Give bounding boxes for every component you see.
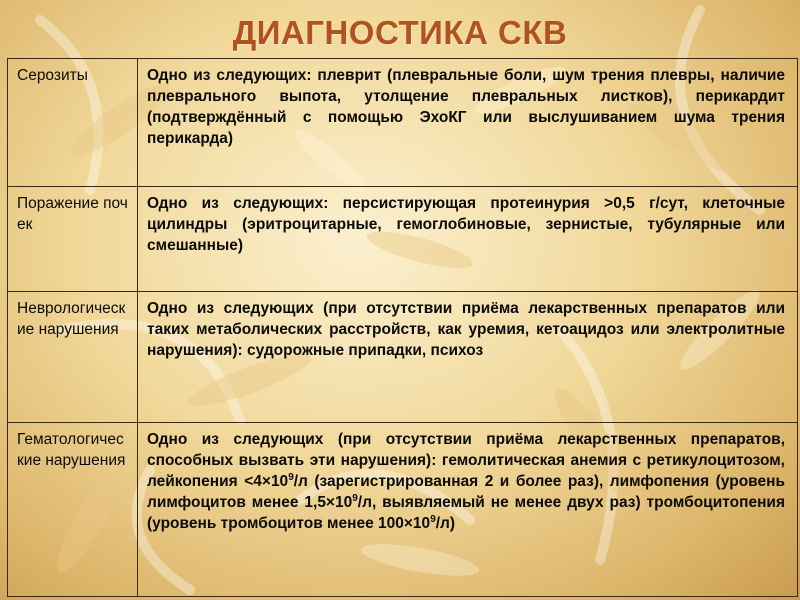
description-text: /л (зарегистрированная 2 и более раз), лимфопения (уровень лимфоцитов менее 1,5×10 <box>147 473 785 511</box>
criterion-description: Одно из следующих (при отсутствии приёма лекарственных препаратов или таких метаболических расстройств, как уремия, кетоацидоз или электролитные нарушения): судорожные припадки, психоз <box>138 292 798 423</box>
diagnostic-criteria-table <box>7 58 798 597</box>
table-row <box>8 423 798 597</box>
table-row <box>8 187 798 292</box>
description-text: /л) <box>435 515 456 532</box>
slide-title: ДИАГНОСТИКА СКВ <box>232 14 568 51</box>
criterion-description <box>138 423 798 597</box>
criterion-term: Неврологические нарушения <box>8 292 138 423</box>
criterion-term: Поражение почек <box>8 187 138 292</box>
criterion-description: Одно из следующих: персистирующая протеинурия >0,5 г/сут, клеточные цилиндры (эритроцитарные, гемоглобиновые, зернистые, тубулярные или смешанные) <box>138 187 798 292</box>
exponent: 9 <box>352 492 358 504</box>
table-row <box>8 292 798 423</box>
description-text: /л, выявляемый не менее двух раз) тромбоцитопения (уровень тромбоцитов менее 100×10 <box>147 494 785 532</box>
exponent: 9 <box>288 471 294 483</box>
exponent: 9 <box>430 513 436 525</box>
criterion-term: Серозиты <box>8 59 138 187</box>
description-text: Одно из следующих (при отсутствии приёма лекарственных препаратов, способных вызвать эти нарушения): гемолитическая анемия с ретикулоцитозом, лейкопения <4×10 <box>147 431 785 490</box>
table-row <box>8 59 798 187</box>
criterion-term: Гематологические нарушения <box>8 423 138 597</box>
criterion-description: Одно из следующих: плеврит (плевральные боли, шум трения плевры, наличие плеврального выпота, утолщение плевральных листков), перикардит (подтверждённый с помощью ЭхоКГ или выслушиванием шума трения перикарда) <box>138 59 798 187</box>
